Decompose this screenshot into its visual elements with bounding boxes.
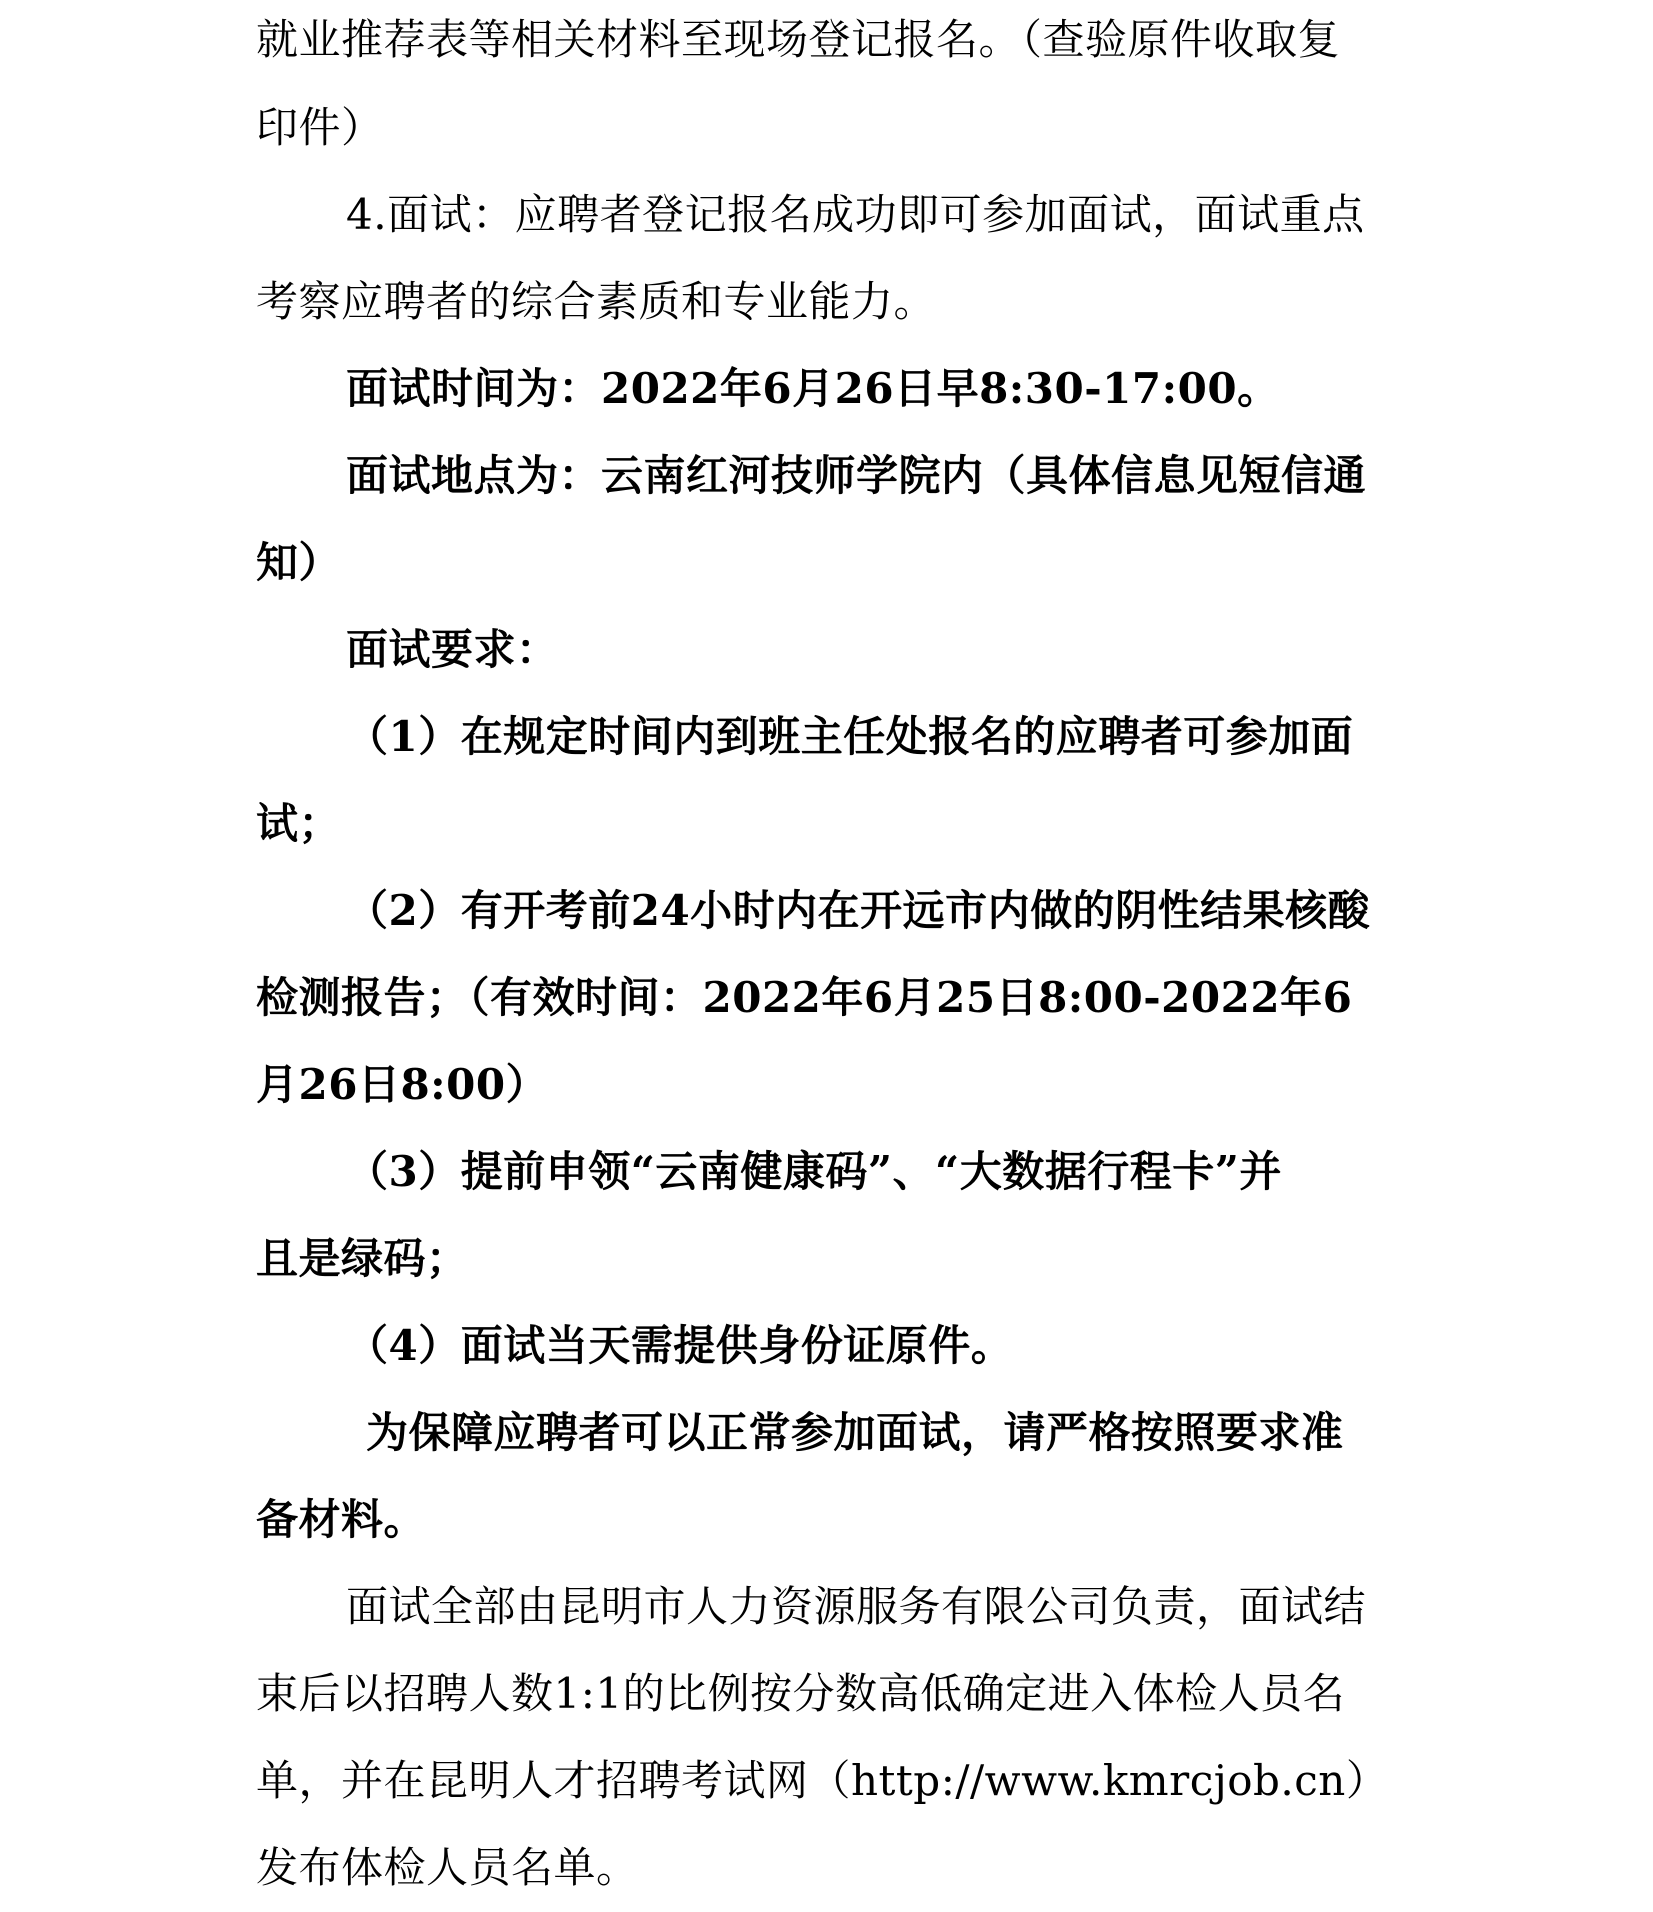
paragraph-line: 考察应聘者的综合素质和专业能力。 <box>256 277 937 326</box>
paragraph-line: 为保障应聘者可以正常参加面试，请严格按照要求准 <box>366 1408 1344 1457</box>
paragraph-line: 试； <box>256 799 342 848</box>
paragraph-line: （3）提前申领“云南健康码”、“大数据行程卡”并 <box>346 1147 1282 1196</box>
paragraph-line: 且是绿码； <box>256 1234 469 1283</box>
paragraph-line: （4）面试当天需提供身份证原件。 <box>346 1321 1014 1370</box>
paragraph-line: 面试要求： <box>346 625 559 674</box>
paragraph-line: 发布体检人员名单。 <box>256 1843 639 1892</box>
paragraph-line: 单，并在昆明人才招聘考试网（http://www.kmrcjob.cn） <box>256 1756 1389 1805</box>
paragraph-line: （1）在规定时间内到班主任处报名的应聘者可参加面 <box>346 712 1354 761</box>
paragraph-line: 知） <box>256 538 342 587</box>
paragraph-line: 印件） <box>256 103 384 152</box>
paragraph-line: 就业推荐表等相关材料至现场登记报名。（查验原件收取复 <box>256 15 1341 64</box>
paragraph-line: 检测报告；（有效时间：2022年6月25日8:00-2022年6 <box>256 973 1353 1022</box>
paragraph-line: 面试时间为：2022年6月26日早8:30-17:00。 <box>346 364 1280 413</box>
paragraph-line: 4.面试：应聘者登记报名成功即可参加面试，面试重点 <box>346 190 1365 239</box>
paragraph-line: 面试全部由昆明市人力资源服务有限公司负责，面试结 <box>346 1582 1367 1631</box>
paragraph-line: 面试地点为：云南红河技师学院内（具体信息见短信通 <box>346 451 1367 500</box>
paragraph-line: 备材料。 <box>256 1495 427 1544</box>
paragraph-line: 束后以招聘人数1:1的比例按分数高低确定进入体检人员名 <box>256 1669 1346 1718</box>
paragraph-line: （2）有开考前24小时内在开远市内做的阴性结果核酸 <box>346 886 1371 935</box>
paragraph-line: 月26日8:00） <box>256 1060 549 1109</box>
